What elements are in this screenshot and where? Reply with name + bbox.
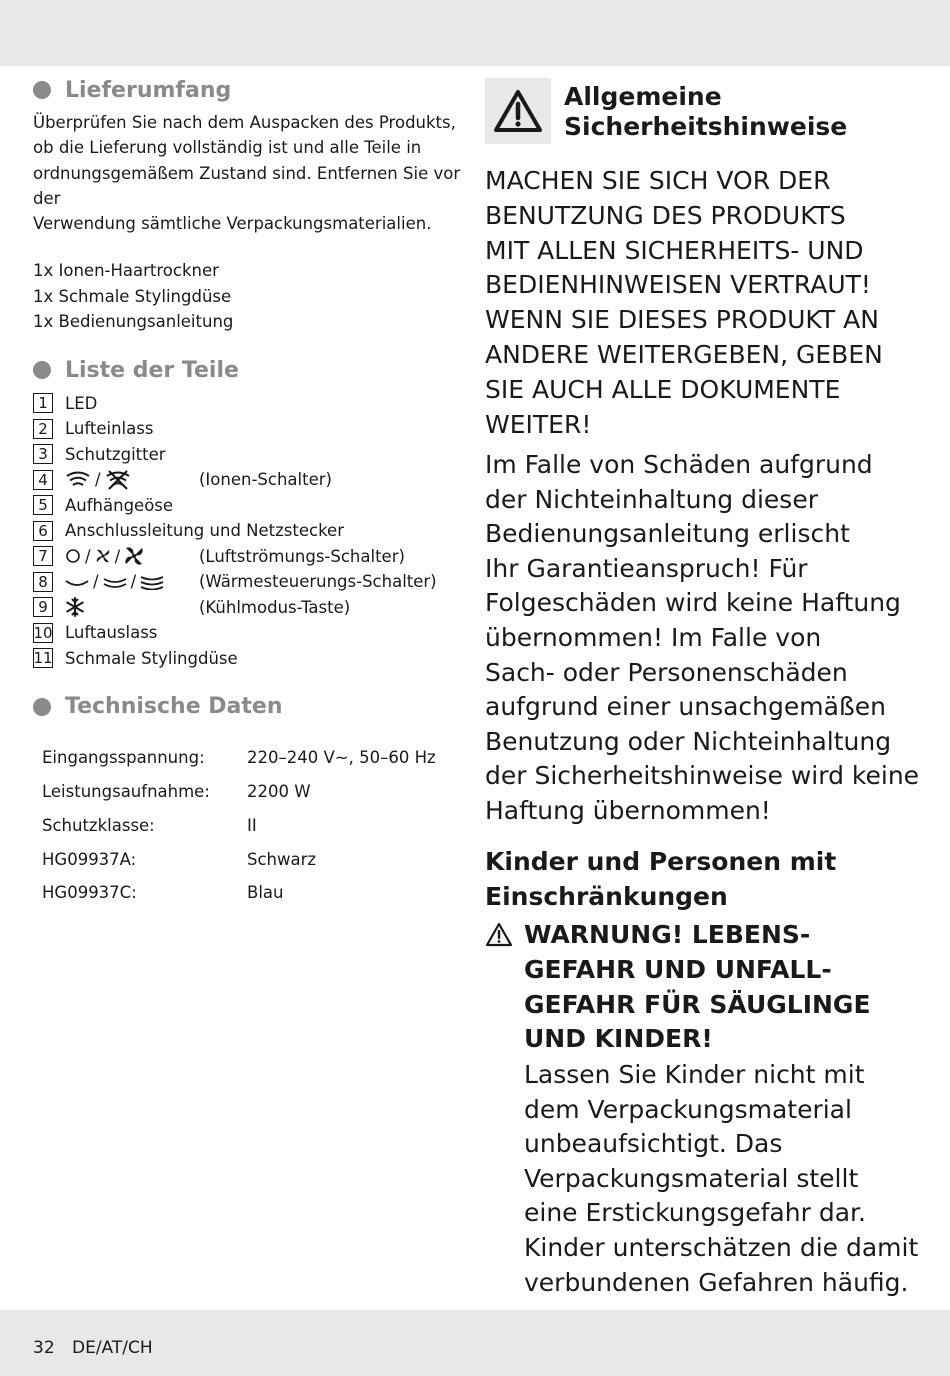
spec-value: Blau (247, 883, 284, 903)
separator: / (95, 470, 101, 490)
header-band (0, 0, 950, 66)
part-label: Anschlussleitung und Netzstecker (65, 521, 344, 541)
list-item: 1x Ionen-Haartrockner (33, 261, 219, 281)
part-label: Aufhängeöse (65, 495, 174, 515)
text-line: Verwendung sämtliche Verpackungsmaterialien. (33, 214, 432, 234)
page-title (564, 82, 847, 142)
separator: / (93, 572, 99, 592)
section-heading-teile (33, 354, 473, 386)
text-line: WENN SIE DIESES PRODUKT AN (485, 305, 879, 335)
table-row (33, 808, 473, 842)
part-number: 1 (33, 393, 53, 413)
warning-line: UND KINDER! (524, 1024, 713, 1054)
warning-line: GEFAHR UND UNFALL- (524, 954, 832, 984)
list-item (33, 620, 473, 646)
table-row (33, 775, 473, 809)
list-item: 1x Bedienungsanleitung (33, 312, 234, 332)
part-number: 2 (33, 419, 53, 439)
region-code: DE/AT/CH (72, 1338, 153, 1358)
spec-label: Schutzklasse: (42, 815, 155, 835)
text-line: Im Falle von Schäden aufgrund (485, 450, 873, 479)
part-label: (Luftströmungs-Schalter) (199, 546, 405, 566)
page-number: 32 (33, 1338, 55, 1358)
spec-value: 220–240 V∼, 50–60 Hz (247, 748, 436, 768)
fan-small-icon (95, 548, 111, 564)
fan-large-icon (124, 546, 144, 566)
text-line: Haftung übernommen! (485, 795, 771, 825)
separator: / (130, 572, 137, 592)
spec-label: HG09937C: (42, 883, 137, 903)
list-item (33, 594, 473, 620)
part-number: 3 (33, 444, 53, 464)
spec-value: Schwarz (247, 849, 317, 869)
list-item: 1x Schmale Stylingdüse (33, 286, 232, 306)
lieferumfang-paragraph (33, 110, 473, 236)
spec-label: HG09937A: (42, 849, 137, 869)
separator: / (114, 546, 121, 566)
text-line: ANDERE WEITERGEBEN, GEBEN (485, 339, 883, 369)
part-label: (Kühlmodus-Taste) (199, 597, 351, 617)
left-column (33, 74, 473, 910)
caps-notice (485, 164, 925, 442)
text-line: Sach- oder Personenschäden (485, 657, 848, 687)
text-line: Benutzung oder Nichteinhaltung (485, 726, 892, 756)
part-label: Luftauslass (65, 623, 158, 643)
text-line: Folgeschäden wird keine Haftung (485, 588, 901, 618)
table-row (33, 876, 473, 910)
text-line: BENUTZUNG DES PRODUKTS (485, 200, 846, 230)
table-row (33, 842, 473, 876)
text-line: BEDIENHINWEISEN VERTRAUT! (485, 270, 871, 300)
text-line: MACHEN SIE SICH VOR DER (485, 166, 831, 195)
warning-triangle-icon (493, 89, 543, 133)
text-line: dem Verpackungsmaterial (524, 1094, 852, 1124)
separator: / (85, 546, 91, 566)
part-label: (Wärmesteuerungs-Schalter) (199, 572, 437, 592)
subheading-line: Einschränkungen (485, 882, 728, 911)
text-line: der Nichteinhaltung dieser (485, 484, 818, 514)
part-label: Schutzgitter (65, 444, 166, 464)
bullet-icon (33, 81, 51, 99)
text-line: SIE AUCH ALLE DOKUMENTE (485, 374, 841, 404)
section-heading-lieferumfang (33, 74, 473, 106)
text-line: MIT ALLEN SICHERHEITS- UND (485, 235, 864, 265)
part-number: 9 (33, 597, 53, 617)
spec-label: Eingangsspannung: (42, 748, 205, 768)
part-label: (Ionen-Schalter) (199, 470, 332, 490)
technical-data-table (33, 741, 473, 910)
part-label: Lufteinlass (65, 419, 154, 439)
part-icons (65, 470, 199, 490)
text-line: ob die Lieferung vollständig ist und alle Teile in (33, 138, 422, 158)
text-line: übernommen! Im Falle von (485, 622, 822, 652)
list-item (33, 416, 473, 442)
section-title: Liste der Teile (65, 357, 239, 383)
part-icons (65, 572, 199, 591)
table-row (33, 741, 473, 775)
off-circle-icon (65, 548, 81, 564)
part-number: 10 (33, 623, 53, 642)
list-item (33, 569, 473, 595)
subheading (485, 844, 925, 914)
text-line: Lassen Sie Kinder nicht mit (524, 1060, 865, 1089)
part-number: 7 (33, 546, 53, 566)
warning-triangle-small-icon (485, 922, 513, 947)
text-line: der Sicherheitshinweise wird keine (485, 761, 920, 791)
part-number: 6 (33, 521, 53, 541)
delivery-items-list (33, 258, 473, 334)
subheading-line: Kinder und Personen mit (485, 847, 837, 876)
list-item (33, 518, 473, 544)
title-line: Allgemeine (564, 82, 722, 111)
text-line: unbeaufsichtigt. Das (524, 1129, 783, 1159)
heat-low-icon (65, 575, 89, 589)
spec-value: 2200 W (247, 782, 311, 802)
warning-box (485, 78, 551, 144)
snowflake-icon (65, 597, 85, 617)
bullet-icon (33, 361, 51, 379)
part-number: 11 (33, 649, 53, 668)
part-label: LED (65, 393, 98, 413)
list-item (33, 467, 473, 493)
text-line: verbundenen Gefahren häufig. (524, 1267, 909, 1297)
ion-on-icon (65, 470, 91, 490)
section-heading-technik (33, 691, 473, 723)
list-item (33, 645, 473, 671)
text-line: Kinder unterschätzen die damit (524, 1232, 919, 1262)
text-line: ordnungsgemäßem Zustand sind. Entfernen Sie vor der (33, 163, 461, 208)
heat-medium-icon (103, 575, 127, 589)
spec-label: Leistungsaufnahme: (42, 782, 210, 802)
section-title: Technische Daten (65, 694, 283, 720)
part-number: 4 (33, 470, 53, 490)
liability-paragraph (485, 448, 925, 829)
part-icons (65, 546, 199, 566)
footer-band (0, 1310, 950, 1376)
part-number: 8 (33, 572, 53, 592)
list-item (33, 390, 473, 416)
heat-high-icon (140, 574, 164, 590)
ion-off-icon (105, 470, 131, 490)
warning-line: WARNUNG! LEBENS- (524, 920, 811, 949)
section-title: Lieferumfang (65, 77, 232, 103)
text-line: aufgrund einer unsachgemäßen (485, 692, 886, 722)
title-line: Sicherheitshinweise (564, 112, 848, 141)
part-icons (65, 597, 199, 617)
list-item (33, 492, 473, 518)
spec-value: II (247, 815, 257, 835)
list-item (33, 441, 473, 467)
text-line: eine Erstickungsgefahr dar. (524, 1198, 866, 1228)
text-line: Überprüfen Sie nach dem Auspacken des Produkts, (33, 113, 456, 132)
text-line: WEITER! (485, 409, 592, 439)
warning-line: GEFAHR FÜR SÄUGLINGE (524, 989, 871, 1019)
warning-paragraph (524, 1058, 924, 1300)
part-label: Schmale Stylingdüse (65, 648, 238, 668)
part-number: 5 (33, 495, 53, 515)
text-line: Verpackungsmaterial stellt (524, 1163, 859, 1193)
text-line: Bedienungsanleitung erlischt (485, 519, 850, 549)
bullet-icon (33, 698, 51, 716)
list-item (33, 543, 473, 569)
warning-heading (524, 918, 924, 1057)
text-line: Ihr Garantieanspruch! Für (485, 553, 808, 583)
parts-list (33, 390, 473, 671)
